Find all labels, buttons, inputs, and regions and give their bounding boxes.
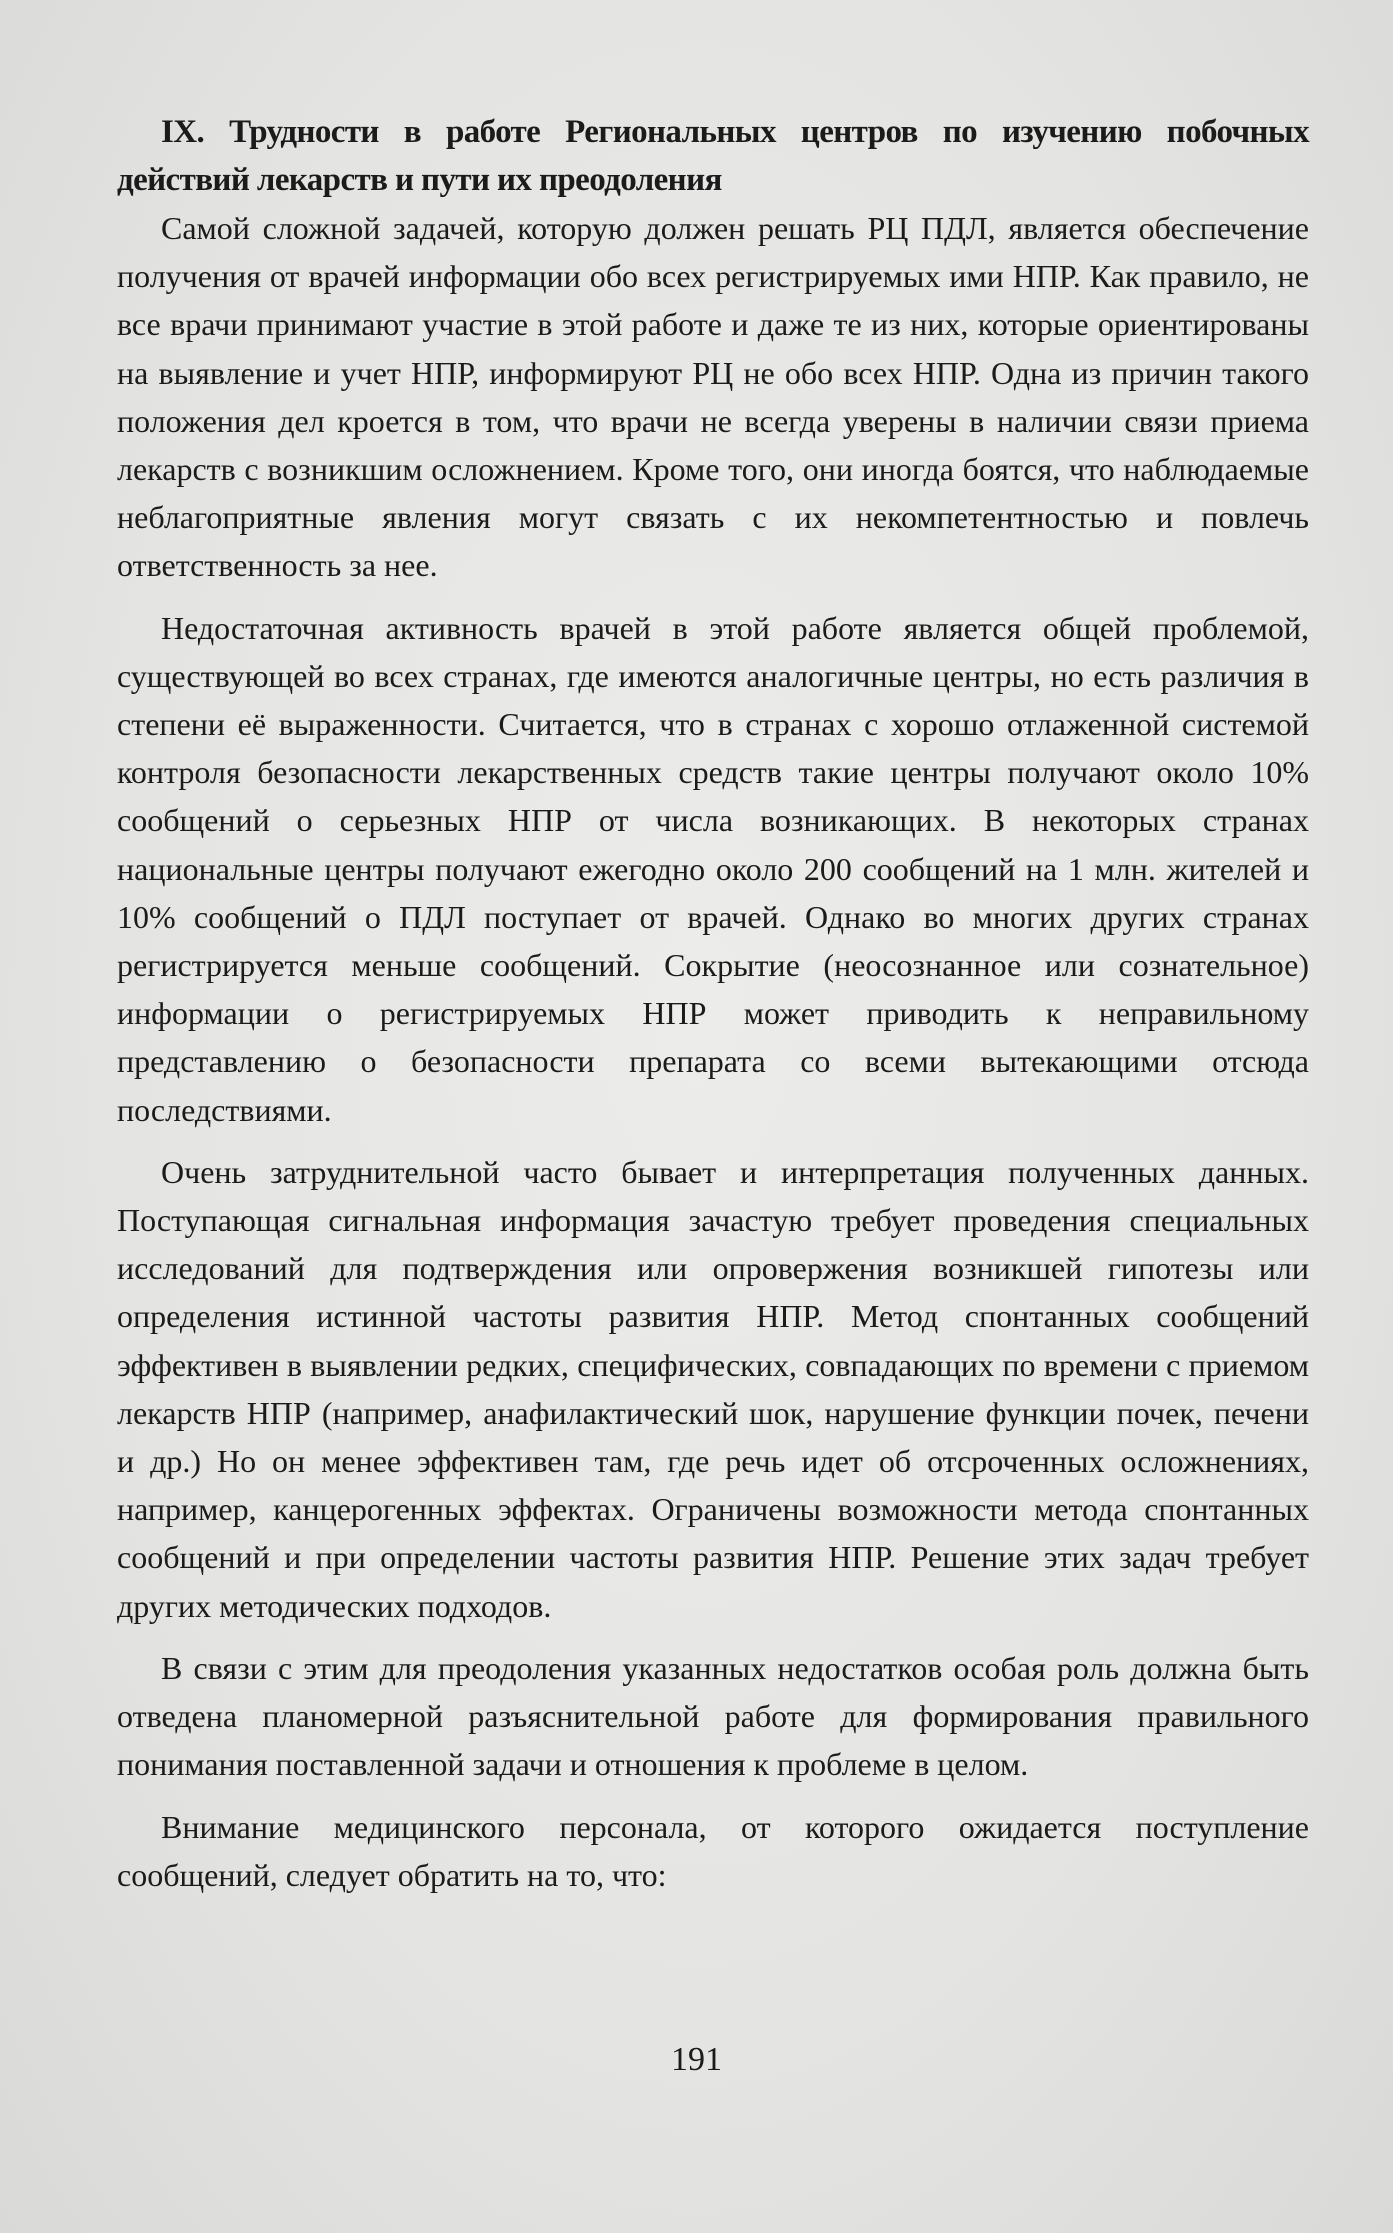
section-heading: IX. Трудности в работе Региональных центров по изучению побочных действий лекарств и пути их преодоления [117,114,1309,198]
page-content [117,108,1309,1899]
paragraph-3: Очень затруднительной часто бывает и интерпретация полученных данных. Поступающая сигнальная информация зачастую требует проведения специальных исследований для подтверждения или опровержения возникшей гипотезы или определения истинной частоты развития НПР. Метод спонтанных сообщений эффективен в выявлении редких, специфических, совпадающих по времени с приемом лекарств НПР (например, анафилактический шок, нарушение функции почек, печени и др.) Но он менее эффективен там, где речь идет об отсроченных осложнениях, например, канцерогенных эффектах. Ограничены возможности метода спонтанных сообщений и при определении частоты развития НПР. Решение этих задач требует других методических подходов. [117,1153,1309,1624]
paragraph-5: Внимание медицинского персонала, от которого ожидается поступление сообщений, следует обратить на то, что: [117,1808,1309,1893]
page-number: 191 [671,2041,722,2078]
paragraph-4: В связи с этим для преодоления указанных недостатков особая роль должна быть отведена планомерной разъяснительной работе для формирования правильного понимания поставленной задачи и отношения к проблеме в целом. [117,1649,1309,1783]
paragraph-1: Самой сложной задачей, которую должен решать РЦ ПДЛ, является обеспечение получения от врачей информации обо всех регистрируемых ими НПР. Как правило, не все врачи принимают участие в этой работе и даже те из них, которые ориентированы на выявление и учет НПР, информируют РЦ не обо всех НПР. Одна из причин такого положения дел кроется в том, что врачи не всегда уверены в наличии связи приема лекарств с возникшим осложнением. Кроме того, они иногда боятся, что наблюдаемые неблагоприятные явления могут связать с их некомпетентностью и повлечь ответственность за нее. [117,210,1309,584]
paragraph-2: Недостаточная активность врачей в этой работе является общей проблемой, существующей во всех странах, где имеются аналогичные центры, но есть различия в степени её выраженности. Считается, что в странах с хорошо отлаженной системой контроля безопасности лекарственных средств такие центры получают около 10% сообщений о серьезных НПР от числа возникающих. В некоторых странах национальные центры получают ежегодно около 200 сообщений на 1 млн. жителей и 10% сообщений о ПДЛ поступает от врачей. Однако во многих других странах регистрируется меньше сообщений. Сокрытие (неосознанное или сознательное) информации о регистрируемых НПР может приводить к неправильному представлению о безопасности препарата со всеми вытекающими отсюда последствиями. [117,609,1309,1128]
